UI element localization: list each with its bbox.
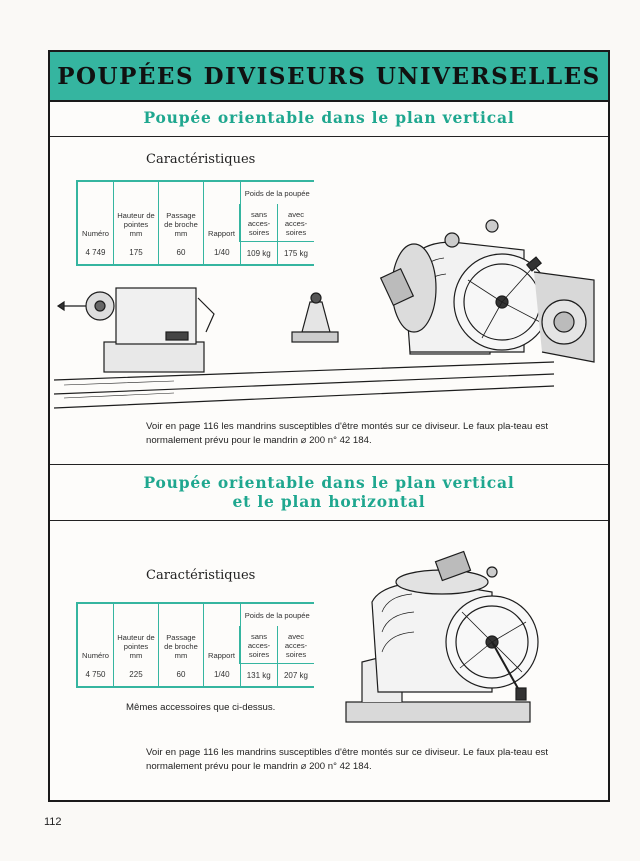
- section2-subheading: Caractéristiques: [146, 568, 256, 583]
- col-numero: Numéro: [77, 603, 113, 664]
- universal-dividing-head-illustration: [342, 542, 552, 730]
- col-avec-accessoires: avec acces-soires: [278, 204, 315, 242]
- col-passage: Passage de broche mm: [158, 603, 203, 664]
- page-frame: [48, 50, 610, 802]
- col-numero: Numéro: [77, 181, 113, 242]
- col-poids-group: Poids de la poupée: [240, 181, 314, 204]
- col-poids-group: Poids de la poupée: [240, 603, 314, 626]
- section2-note: Voir en page 116 les mandrins susceptibles d'être montés sur ce diviseur. Le faux pla-teau est normalement prévu pour le mandrin ⌀ 200 n° 42 184.: [146, 747, 548, 772]
- section2-spec-table: [76, 602, 314, 688]
- dividing-head-illustration: [54, 202, 606, 412]
- cell-numero: 4 750: [77, 664, 113, 688]
- main-title: POUPÉES DIVISEURS UNIVERSELLES: [57, 62, 601, 90]
- cell-numero: 4 749: [77, 242, 113, 266]
- cell-passage: 60: [158, 664, 203, 688]
- cell-rapport: 1/40: [203, 242, 240, 266]
- cell-avec: 207 kg: [278, 664, 315, 688]
- section2-title-line1: Poupée orientable dans le plan vertical: [143, 473, 515, 492]
- cell-hauteur: 175: [113, 242, 158, 266]
- title-band: [50, 52, 608, 102]
- section1-subheading: Caractéristiques: [146, 152, 256, 167]
- col-passage: Passage de broche mm: [158, 181, 203, 242]
- section1-title: Poupée orientable dans le plan vertical: [143, 108, 515, 127]
- col-rapport: Rapport: [203, 181, 240, 242]
- col-sans-accessoires: sans acces-soires: [240, 204, 278, 242]
- cell-sans: 109 kg: [240, 242, 278, 266]
- section1-note: Voir en page 116 les mandrins susceptibles d'être montés sur ce diviseur. Le faux pla-teau est normalement prévu pour le mandrin ⌀ 200 n° 42 184.: [146, 421, 548, 446]
- cell-hauteur: 225: [113, 664, 158, 688]
- cell-passage: 60: [158, 242, 203, 266]
- table-row: [77, 664, 314, 688]
- section2-accessories-note: Mêmes accessoires que ci-dessus.: [126, 702, 276, 713]
- col-sans-accessoires: sans acces-soires: [240, 626, 278, 664]
- cell-avec: 175 kg: [278, 242, 315, 266]
- section2-title-line2: et le plan horizontal: [232, 492, 426, 511]
- col-hauteur: Hauteur de pointes mm: [113, 181, 158, 242]
- section2-top-divider: [50, 464, 608, 465]
- section2-divider: [50, 520, 608, 521]
- section1-divider: [50, 136, 608, 137]
- page-number: 112: [44, 816, 62, 828]
- col-hauteur: Hauteur de pointes mm: [113, 603, 158, 664]
- cell-rapport: 1/40: [203, 664, 240, 688]
- col-rapport: Rapport: [203, 603, 240, 664]
- cell-sans: 131 kg: [240, 664, 278, 688]
- col-avec-accessoires: avec acces-soires: [278, 626, 315, 664]
